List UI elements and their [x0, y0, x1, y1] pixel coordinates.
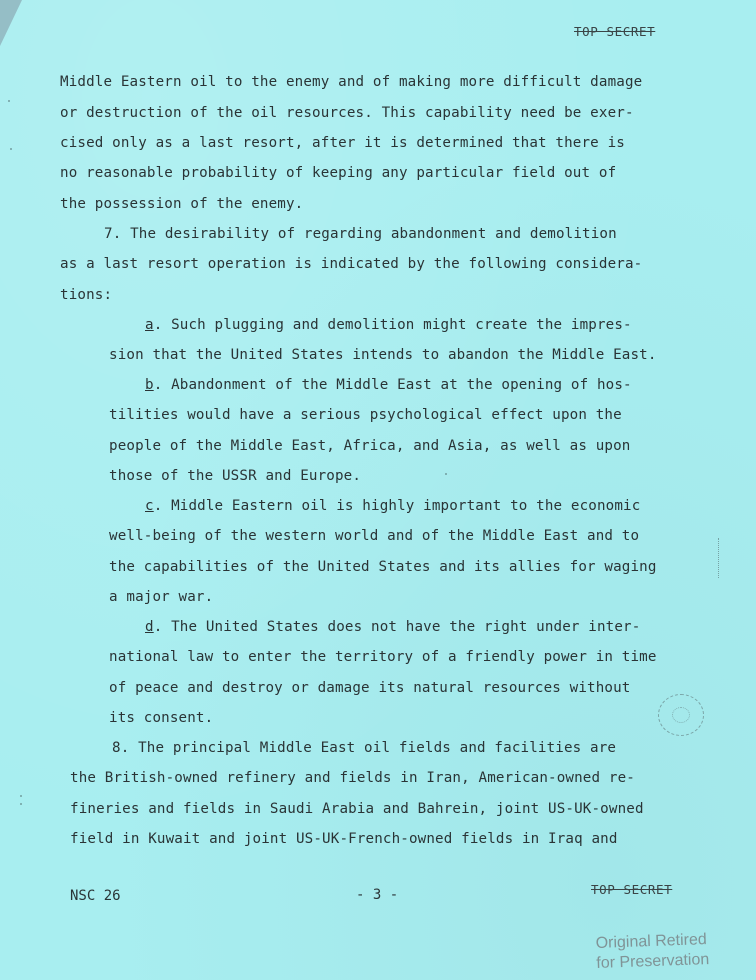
edge-mark — [718, 538, 725, 578]
item-c-text: Middle Eastern oil is highly important to the economic — [171, 498, 641, 514]
paragraph-8-first-line: 8. The principal Middle East oil fields and facilities are — [112, 740, 617, 756]
page-corner-fold — [0, 0, 22, 46]
body-line: as a last resort operation is indicated by the following considera- — [60, 256, 643, 272]
item-d-text: The United States does not have the right under inter- — [171, 619, 641, 635]
item-c-first-line: c. Middle Eastern oil is highly important to the economic — [145, 498, 641, 514]
body-line: the British-owned refinery and fields in Iran, American-owned re- — [70, 770, 635, 786]
body-line: the possession of the enemy. — [60, 196, 304, 212]
body-line: a major war. — [109, 589, 214, 605]
body-line: the capabilities of the United States and its allies for waging — [109, 559, 657, 575]
body-line: Middle Eastern oil to the enemy and of making more difficult damage — [60, 74, 643, 90]
page-number: - 3 - — [356, 887, 399, 903]
body-line: tions: — [60, 287, 113, 303]
item-d-marker: d — [145, 619, 154, 635]
stamp-line-2: for Preservation — [596, 951, 710, 972]
speck — [8, 100, 10, 102]
speck — [20, 795, 22, 797]
item-a-marker: a — [145, 317, 154, 333]
archive-stamp — [595, 930, 709, 974]
item-b-first-line: b. Abandonment of the Middle East at the opening of hos- — [145, 377, 632, 393]
item-d-first-line: d. The United States does not have the right under inter- — [145, 619, 641, 635]
document-id: NSC 26 — [70, 888, 121, 904]
body-line: no reasonable probability of keeping any particular field out of — [60, 165, 617, 181]
body-line: sion that the United States intends to abandon the Middle East. — [109, 347, 657, 363]
body-line: field in Kuwait and joint US-UK-French-owned fields in Iraq and — [70, 831, 618, 847]
speck — [10, 148, 12, 150]
embossed-seal-icon — [658, 694, 704, 736]
body-line: its consent. — [109, 710, 214, 726]
speck — [445, 473, 447, 475]
body-line: cised only as a last resort, after it is determined that there is — [60, 135, 625, 151]
speck — [20, 803, 22, 805]
body-line: those of the USSR and Europe. — [109, 468, 362, 484]
body-line: fineries and fields in Saudi Arabia and Bahrein, joint US-UK-owned — [70, 801, 644, 817]
item-b-marker: b — [145, 377, 154, 393]
classification-marking-bottom: TOP SECRET — [591, 882, 673, 897]
item-a-first-line: a. Such plugging and demolition might create the impres- — [145, 317, 632, 333]
body-line: national law to enter the territory of a friendly power in time — [109, 649, 657, 665]
paragraph-7-first-line: 7. The desirability of regarding abandonment and demolition — [104, 226, 617, 242]
item-c-marker: c — [145, 498, 154, 514]
body-line: well-being of the western world and of the Middle East and to — [109, 528, 640, 544]
item-a-text: Such plugging and demolition might create the impres- — [171, 317, 632, 333]
item-b-text: Abandonment of the Middle East at the opening of hos- — [171, 377, 632, 393]
body-line: tilities would have a serious psychological effect upon the — [109, 407, 622, 423]
body-line: people of the Middle East, Africa, and Asia, as well as upon — [109, 438, 631, 454]
classification-marking-top: TOP SECRET — [574, 24, 656, 39]
body-line: of peace and destroy or damage its natural resources without — [109, 680, 631, 696]
stamp-line-1: Original Retired — [595, 931, 708, 952]
body-line: or destruction of the oil resources. This capability need be exer- — [60, 105, 634, 121]
